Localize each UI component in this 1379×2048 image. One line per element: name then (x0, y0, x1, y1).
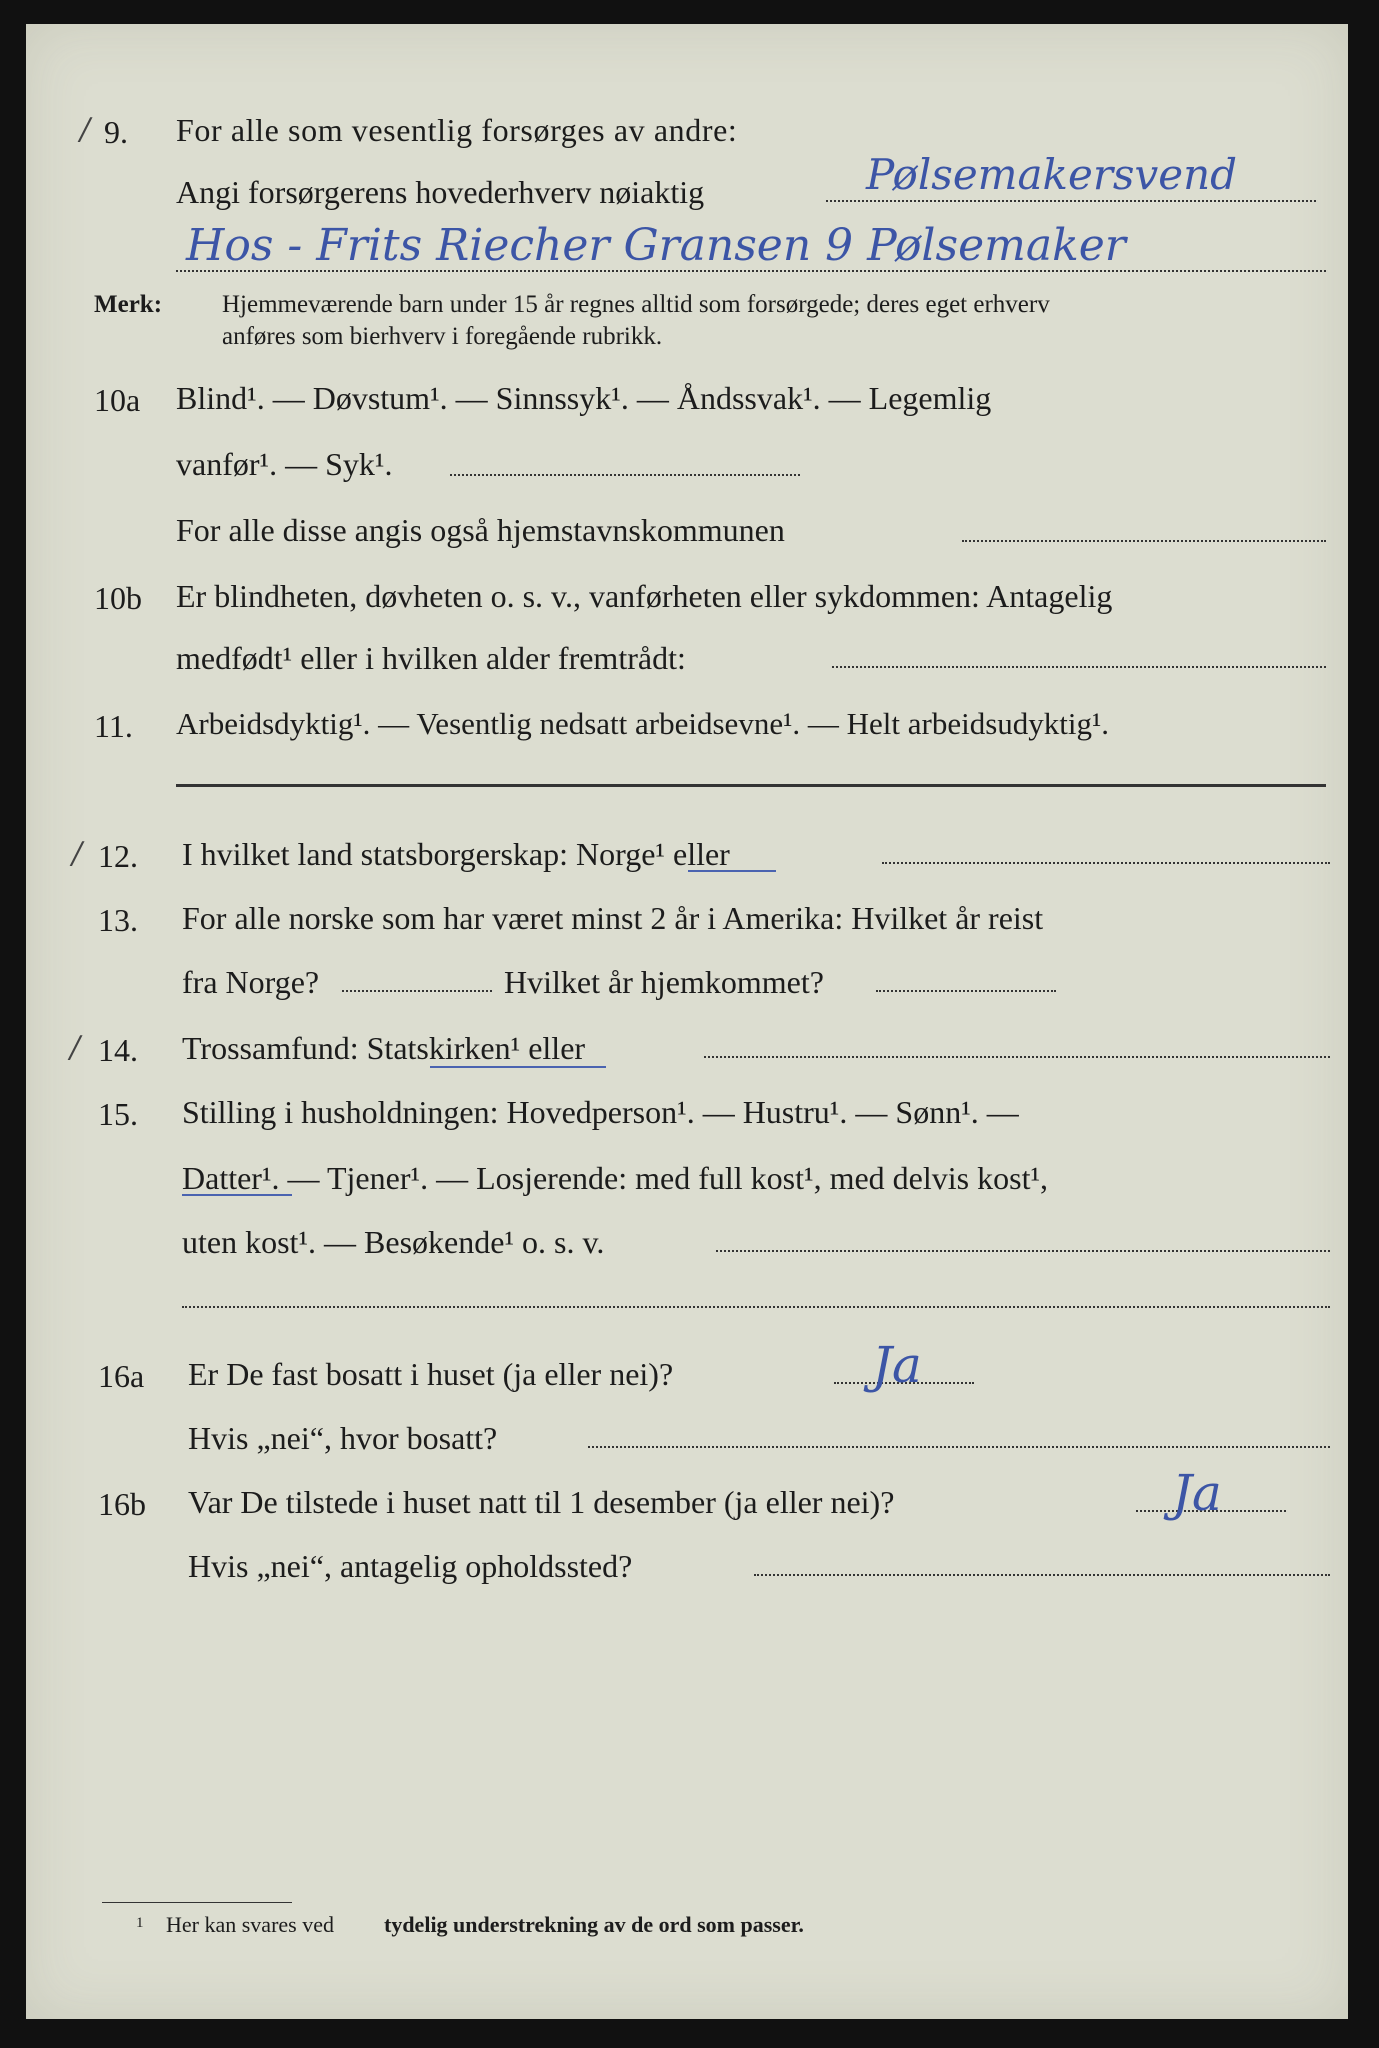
q10a-line3: For alle disse angis også hjemstavnskommunen (176, 512, 785, 548)
q9-handwritten-occupation: Pølsemakersvend (866, 150, 1238, 199)
q13-line2b: Hvilket år hjemkommet? (504, 964, 824, 1000)
q13-number: 13. (98, 902, 138, 938)
footnote-separator (102, 1902, 292, 1903)
q11-line1: Arbeidsdyktig¹. — Vesentlig nedsatt arbeidsevne¹. — Helt arbeidsudyktig¹. (176, 706, 1110, 741)
q12-number: 12. (98, 838, 138, 874)
q15-datter-underline (182, 1194, 292, 1196)
q16a-line2: Hvis „nei“, hvor bosatt? (188, 1420, 498, 1456)
q10b-number: 10b (94, 580, 142, 616)
q16b-line2: Hvis „nei“, antagelig opholdssted? (188, 1548, 633, 1584)
q10a-line1: Blind¹. — Døvstum¹. — Sinnssyk¹. — Åndssvak¹. — Legemlig (176, 380, 992, 416)
q10a-hometown-line (962, 540, 1326, 542)
q10b-line1: Er blindheten, døvheten o. s. v., vanførheten eller sykdommen: Antagelig (176, 578, 1113, 614)
q10b-line2: medfødt¹ eller i hvilken alder fremtrådt: (176, 640, 686, 676)
q10a-answer-line (450, 474, 800, 476)
q16b-number: 16b (98, 1486, 146, 1522)
q15-line1: Stilling i husholdningen: Hovedperson¹. — Hustru¹. — Sønn¹. — (182, 1094, 1019, 1130)
q14-number: 14. (98, 1032, 138, 1068)
q16b-location-line (754, 1574, 1330, 1576)
q16a-line1: Er De fast bosatt i huset (ja eller nei)? (188, 1356, 674, 1392)
q16b-handwritten-answer: Ja (1172, 1464, 1222, 1522)
q15-line2: Datter¹. — Tjener¹. — Losjerende: med full kost¹, med delvis kost¹, (182, 1160, 1049, 1196)
q9-answer-line (826, 200, 1316, 202)
q12-answer-line (882, 862, 1330, 864)
q11-answer-line (176, 784, 1326, 787)
q15-answer-line-2 (182, 1306, 1330, 1308)
check-mark-q14: / (70, 1030, 81, 1065)
q10a-number: 10a (94, 382, 141, 418)
q15-line3: uten kost¹. — Besøkende¹ o. s. v. (182, 1224, 605, 1260)
q16a-handwritten-answer: Ja (872, 1336, 922, 1394)
q9-line1: For alle som vesentlig forsørges av andre: (176, 112, 738, 148)
q9-handwritten-employer: Hos - Frits Riecher Gransen 9 Pølsemaker (186, 220, 1126, 271)
q10b-answer-line (832, 666, 1326, 668)
check-mark-q9: / (80, 112, 91, 147)
q16b-line1: Var De tilstede i huset natt til 1 desember (ja eller nei)? (188, 1484, 895, 1520)
note-line2: anføres som bierhverv i foregående rubrikk. (222, 323, 663, 350)
q13-line1: For alle norske som har været minst 2 år i Amerika: Hvilket år reist (182, 900, 1044, 936)
q13-year-left-line (342, 990, 492, 992)
q13-line2a: fra Norge? (182, 964, 320, 1000)
note-label: Merk: (94, 291, 163, 318)
q16a-address-line (588, 1446, 1330, 1448)
q14-line1: Trossamfund: Statskirken¹ eller (182, 1030, 586, 1066)
q11-number: 11. (94, 708, 133, 744)
check-mark-q12: / (72, 836, 83, 871)
q12-norge-underline (688, 870, 776, 872)
q9-number: 9. (104, 114, 128, 150)
note-line1: Hjemmeværende barn under 15 år regnes alltid som forsørgede; deres eget erhverv (222, 291, 1050, 318)
footnote-marker: 1 (136, 1915, 144, 1931)
q9-answer-line-2 (176, 270, 1326, 272)
footnote-text-b: tydelig understrekning av de ord som passer. (384, 1912, 804, 1937)
census-form-page (26, 24, 1348, 2019)
q10a-line2: vanfør¹. — Syk¹. (176, 446, 393, 482)
q13-year-returned-line (876, 990, 1056, 992)
q15-answer-line (716, 1250, 1330, 1252)
q15-number: 15. (98, 1096, 138, 1132)
q9-line2: Angi forsørgerens hovederhverv nøiaktig (176, 174, 705, 210)
q14-statskirken-underline (430, 1066, 606, 1068)
footnote-text-a: Her kan svares ved (166, 1912, 334, 1937)
q12-line1: I hvilket land statsborgerskap: Norge¹ eller (182, 836, 730, 872)
q14-answer-line (704, 1056, 1330, 1058)
q16a-number: 16a (98, 1358, 145, 1394)
